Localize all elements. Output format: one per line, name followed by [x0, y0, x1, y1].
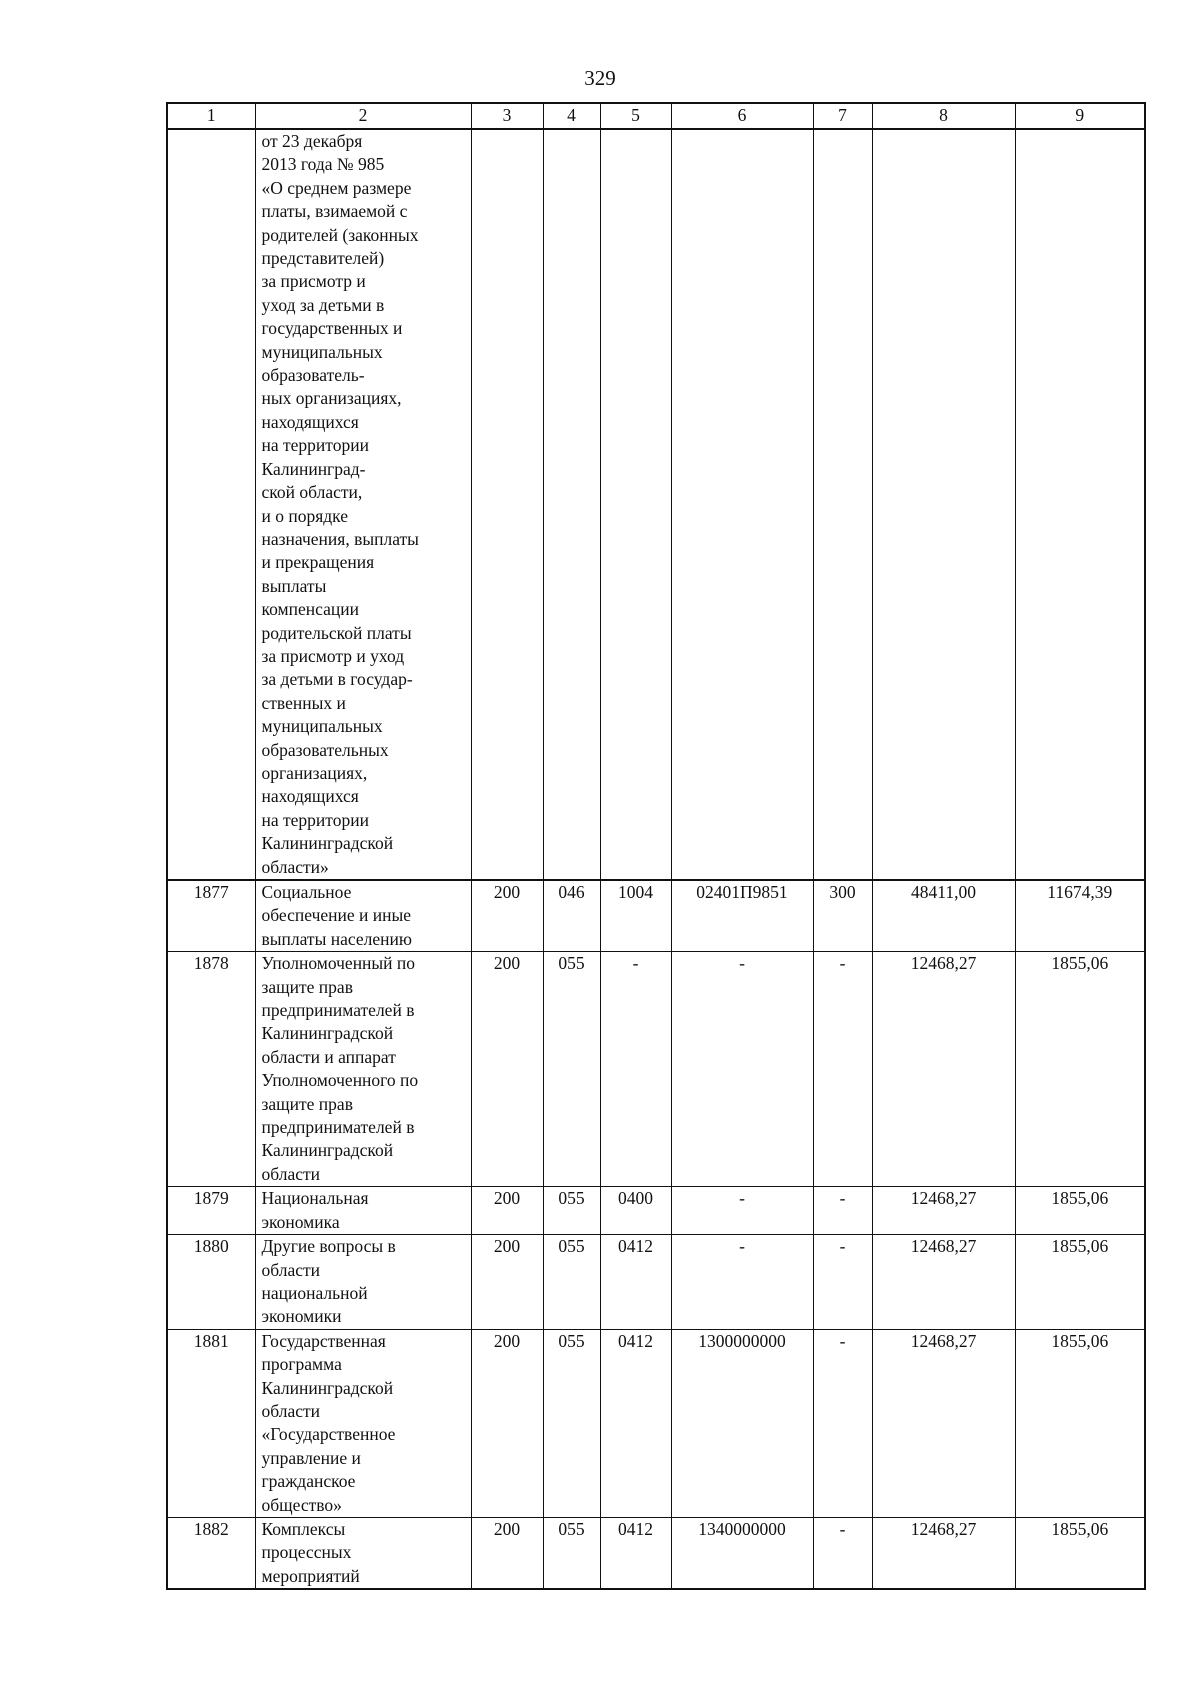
text-line: Социальное [261, 882, 352, 902]
row-number-cell: 1881 [167, 1329, 255, 1517]
text-line: области [261, 1400, 320, 1421]
header-cell: 9 [1015, 103, 1145, 129]
header-row [167, 103, 1145, 129]
admin-code-cell: 200 [471, 1187, 543, 1235]
table-row [167, 1329, 1145, 1517]
text-line: предпринимателей в [261, 1000, 415, 1021]
admin-code-cell: 200 [471, 1235, 543, 1330]
table-row [167, 952, 1145, 1187]
text-line: Калининградской [261, 833, 394, 854]
executed-amount-cell: 1855,06 [1015, 1187, 1145, 1235]
target-item-cell: 1300000000 [671, 1329, 813, 1517]
text-line: родительской платы [261, 622, 412, 643]
chapter-code-cell: 055 [543, 1235, 600, 1330]
continuation-row [167, 129, 1145, 880]
empty-cell [471, 129, 543, 880]
text-line: Другие вопросы в [261, 1236, 396, 1257]
row-name-cell [255, 1235, 471, 1330]
header-cell: 5 [600, 103, 671, 129]
text-line: Национальная [261, 1188, 369, 1209]
text-line: области» [261, 856, 329, 877]
text-line: общество» [261, 1494, 342, 1515]
executed-amount-cell: 1855,06 [1015, 1329, 1145, 1517]
target-item-cell: - [671, 1235, 813, 1330]
text-line: компенсации [261, 599, 359, 620]
text-line: программа [261, 1354, 342, 1375]
text-line: и прекращения [261, 552, 375, 573]
executed-amount-cell: 1855,06 [1015, 1517, 1145, 1589]
expense-type-cell: - [813, 1329, 872, 1517]
admin-code-cell: 200 [471, 880, 543, 952]
expense-type-cell: - [813, 1517, 872, 1589]
row-number-cell: 1879 [167, 1187, 255, 1235]
text-line: защите прав [261, 1093, 353, 1114]
executed-amount-cell: 1855,06 [1015, 1235, 1145, 1330]
text-line: муниципальных [261, 716, 383, 737]
admin-code-cell: 200 [471, 1517, 543, 1589]
text-line: обеспечение и иные [261, 905, 412, 926]
text-line: мероприятий [261, 1565, 360, 1586]
text-line: на территории [261, 809, 369, 830]
text-line: родителей (законных [261, 224, 419, 245]
section-code-cell: 0412 [600, 1235, 671, 1330]
row-number-cell: 1877 [167, 880, 255, 952]
text-line: гражданское [261, 1471, 356, 1492]
table-row [167, 1235, 1145, 1330]
text-line: экономика [261, 1211, 340, 1232]
budget-table [166, 102, 1146, 1590]
empty-cell [1015, 129, 1145, 880]
text-line: Уполномоченный по [261, 953, 416, 974]
admin-code-cell: 200 [471, 952, 543, 1187]
row-name-cell [255, 1517, 471, 1589]
text-line: защите прав [261, 976, 353, 997]
text-line: за присмотр и уход [261, 645, 405, 666]
row-name-cell [255, 952, 471, 1187]
target-item-cell: - [671, 1187, 813, 1235]
section-code-cell: 1004 [600, 880, 671, 952]
header-cell: 4 [543, 103, 600, 129]
text-line: управление и [261, 1447, 361, 1468]
text-line: области и аппарат [261, 1046, 396, 1067]
empty-cell [872, 129, 1015, 880]
header-cell: 8 [872, 103, 1015, 129]
table-row [167, 1517, 1145, 1589]
text-line: Калининград- [261, 458, 366, 479]
text-line: Уполномоченного по [261, 1070, 419, 1091]
row-name-cell [255, 880, 471, 952]
text-line: образовательных [261, 739, 389, 760]
text-line: ской области, [261, 482, 363, 503]
text-line: находящихся [261, 786, 359, 807]
text-line: от 23 декабря [261, 131, 363, 151]
text-line: уход за детьми в [261, 294, 385, 315]
table-row [167, 1187, 1145, 1235]
text-line: выплаты [261, 575, 327, 596]
amount-cell: 12468,27 [872, 1517, 1015, 1589]
text-line: выплаты населению [261, 928, 412, 949]
text-line: государственных и [261, 318, 403, 339]
row-name-cell [255, 1329, 471, 1517]
chapter-code-cell: 055 [543, 1517, 600, 1589]
admin-code-cell: 200 [471, 1329, 543, 1517]
section-code-cell: 0412 [600, 1517, 671, 1589]
expense-type-cell: - [813, 1235, 872, 1330]
table-row [167, 880, 1145, 952]
text-line: ственных и [261, 692, 346, 713]
amount-cell: 48411,00 [872, 880, 1015, 952]
header-cell: 6 [671, 103, 813, 129]
text-line: 2013 года № 985 [261, 154, 385, 175]
row-name-cell [255, 1187, 471, 1235]
text-line: муниципальных [261, 341, 383, 362]
text-line: и о порядке [261, 505, 349, 526]
continuation-text [255, 129, 471, 880]
amount-cell: 12468,27 [872, 952, 1015, 1187]
chapter-code-cell: 046 [543, 880, 600, 952]
expense-type-cell: - [813, 952, 872, 1187]
empty-cell [543, 129, 600, 880]
executed-amount-cell: 11674,39 [1015, 880, 1145, 952]
text-line: Калининградской [261, 1377, 394, 1398]
text-line: области [261, 1259, 320, 1280]
section-code-cell: - [600, 952, 671, 1187]
text-line: национальной [261, 1282, 368, 1303]
empty-cell [813, 129, 872, 880]
section-code-cell: 0400 [600, 1187, 671, 1235]
header-cell: 2 [255, 103, 471, 129]
expense-type-cell: 300 [813, 880, 872, 952]
target-item-cell: 1340000000 [671, 1517, 813, 1589]
amount-cell: 12468,27 [872, 1187, 1015, 1235]
row-number-cell [167, 129, 255, 880]
text-line: образователь- [261, 365, 365, 386]
text-line: ных организациях, [261, 388, 402, 409]
text-line: предпринимателей в [261, 1117, 415, 1138]
target-item-cell: 02401П9851 [671, 880, 813, 952]
text-line: на территории [261, 435, 369, 456]
text-line: «О среднем размере [261, 177, 412, 198]
text-line: за присмотр и [261, 271, 366, 292]
header-cell: 1 [167, 103, 255, 129]
header-cell: 3 [471, 103, 543, 129]
text-line: процессных [261, 1542, 352, 1563]
chapter-code-cell: 055 [543, 1187, 600, 1235]
text-line: экономики [261, 1306, 342, 1327]
chapter-code-cell: 055 [543, 1329, 600, 1517]
executed-amount-cell: 1855,06 [1015, 952, 1145, 1187]
expense-type-cell: - [813, 1187, 872, 1235]
page-number: 329 [584, 66, 616, 90]
text-line: области [261, 1163, 320, 1184]
row-number-cell: 1878 [167, 952, 255, 1187]
section-code-cell: 0412 [600, 1329, 671, 1517]
amount-cell: 12468,27 [872, 1235, 1015, 1330]
empty-cell [600, 129, 671, 880]
row-number-cell: 1880 [167, 1235, 255, 1330]
amount-cell: 12468,27 [872, 1329, 1015, 1517]
chapter-code-cell: 055 [543, 952, 600, 1187]
text-line: организациях, [261, 762, 368, 783]
header-cell: 7 [813, 103, 872, 129]
row-number-cell: 1882 [167, 1517, 255, 1589]
text-line: за детьми в государ- [261, 669, 413, 690]
text-line: платы, взимаемой с [261, 201, 408, 222]
text-line: Комплексы [261, 1518, 346, 1539]
text-line: Государственная [261, 1330, 386, 1351]
text-line: назначения, выплаты [261, 528, 419, 549]
text-line: представителей) [261, 248, 385, 269]
text-line: Калининградской [261, 1023, 394, 1044]
empty-cell [671, 129, 813, 880]
text-line: «Государственное [261, 1424, 396, 1445]
text-line: Калининградской [261, 1140, 394, 1161]
text-line: находящихся [261, 411, 359, 432]
target-item-cell: - [671, 952, 813, 1187]
